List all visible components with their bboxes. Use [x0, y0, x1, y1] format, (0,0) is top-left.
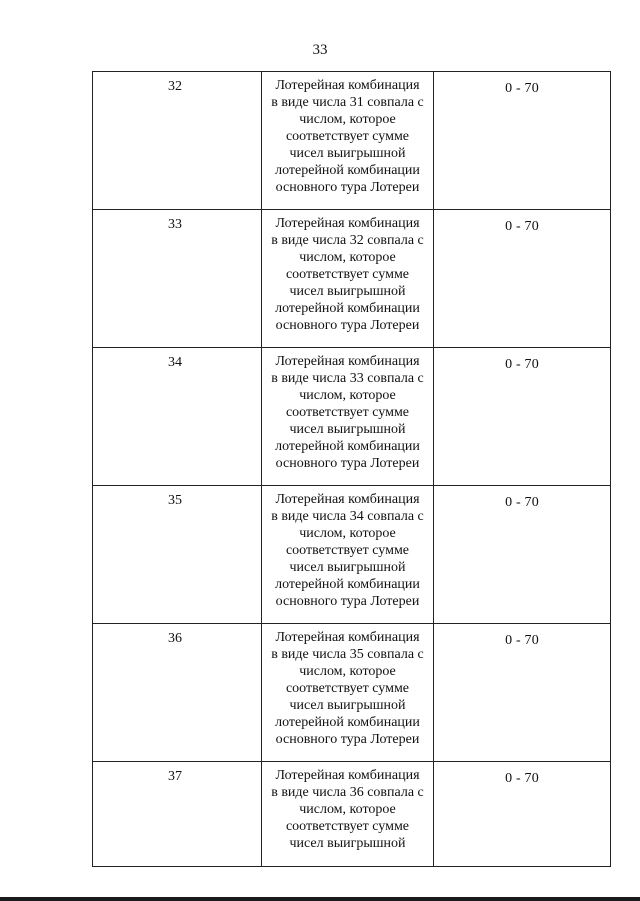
description-cell [262, 762, 434, 867]
range-cell [434, 348, 611, 486]
row-number-cell [93, 762, 262, 867]
table-row [93, 210, 611, 348]
description-line: числом, которое [299, 664, 396, 679]
description-line: основного тура Лотереи [275, 594, 420, 609]
range-value: 0 - 70 [505, 771, 539, 786]
table-row [93, 762, 611, 867]
row-number: 33 [168, 217, 182, 232]
description-cell [262, 486, 434, 624]
description-line: Лотерейная комбинация [275, 216, 420, 231]
description-line: лотерейной комбинации [275, 163, 420, 178]
description-line: в виде числа 31 совпала с [271, 95, 424, 110]
description-line: лотерейной комбинации [275, 439, 420, 454]
description-line: чисел выигрышной [289, 560, 406, 575]
description-line: числом, которое [299, 388, 396, 403]
row-number: 37 [168, 769, 182, 784]
description-line: соответствует сумме [285, 129, 410, 144]
table-row [93, 348, 611, 486]
range-cell [434, 762, 611, 867]
description-line: лотерейной комбинации [275, 715, 420, 730]
description-line: основного тура Лотереи [275, 180, 420, 195]
description-line: числом, которое [299, 526, 396, 541]
row-number-cell [93, 486, 262, 624]
description-line: чисел выигрышной [289, 698, 406, 713]
range-value: 0 - 70 [505, 495, 539, 510]
description-line: в виде числа 36 совпала с [271, 785, 424, 800]
description-line: соответствует сумме [285, 543, 410, 558]
description-cell [262, 72, 434, 210]
description-line: чисел выигрышной [289, 146, 406, 161]
row-number-cell [93, 624, 262, 762]
description-line: Лотерейная комбинация [275, 492, 420, 507]
row-number: 36 [168, 631, 182, 646]
description-line: Лотерейная комбинация [275, 354, 420, 369]
description-line: чисел выигрышной [289, 836, 406, 851]
description-line: Лотерейная комбинация [275, 78, 420, 93]
description-line: числом, которое [299, 112, 396, 127]
description-line: соответствует сумме [285, 267, 410, 282]
description-line: основного тура Лотереи [275, 732, 420, 747]
description-line: в виде числа 35 совпала с [271, 647, 424, 662]
range-value: 0 - 70 [505, 219, 539, 234]
row-number-cell [93, 72, 262, 210]
row-number: 35 [168, 493, 182, 508]
description-line: основного тура Лотереи [275, 318, 420, 333]
description-line: в виде числа 32 совпала с [271, 233, 424, 248]
range-value: 0 - 70 [505, 633, 539, 648]
description-line: основного тура Лотереи [275, 456, 420, 471]
row-number-cell [93, 210, 262, 348]
range-cell [434, 72, 611, 210]
description-line: чисел выигрышной [289, 422, 406, 437]
table-row [93, 72, 611, 210]
description-cell [262, 624, 434, 762]
description-line: числом, которое [299, 250, 396, 265]
table-row [93, 624, 611, 762]
description-line: соответствует сумме [285, 819, 410, 834]
description-line: в виде числа 34 совпала с [271, 509, 424, 524]
range-cell [434, 210, 611, 348]
description-line: числом, которое [299, 802, 396, 817]
description-line: соответствует сумме [285, 681, 410, 696]
range-cell [434, 624, 611, 762]
description-cell [262, 210, 434, 348]
row-number-cell [93, 348, 262, 486]
description-cell [262, 348, 434, 486]
description-line: Лотерейная комбинация [275, 630, 420, 645]
row-number: 34 [168, 355, 182, 370]
description-line: Лотерейная комбинация [275, 768, 420, 783]
description-line: в виде числа 33 совпала с [271, 371, 424, 386]
description-line: соответствует сумме [285, 405, 410, 420]
description-line: чисел выигрышной [289, 284, 406, 299]
page-number: 33 [312, 42, 328, 58]
description-line: лотерейной комбинации [275, 301, 420, 316]
range-cell [434, 486, 611, 624]
range-value: 0 - 70 [505, 81, 539, 96]
range-value: 0 - 70 [505, 357, 539, 372]
scan-edge-divider [0, 897, 640, 901]
description-line: лотерейной комбинации [275, 577, 420, 592]
table-row [93, 486, 611, 624]
prize-table [92, 71, 611, 867]
row-number: 32 [168, 79, 182, 94]
